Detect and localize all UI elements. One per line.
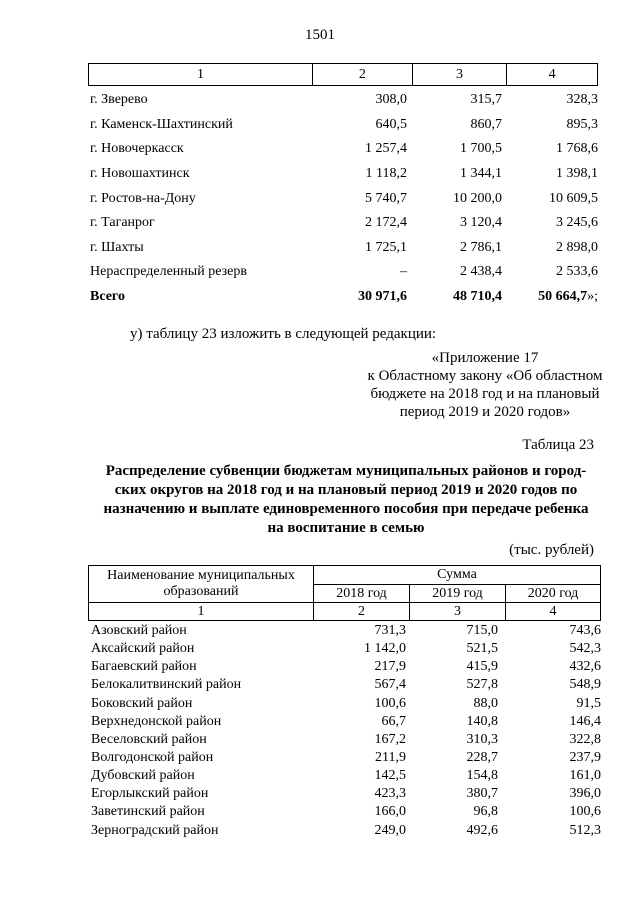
value-2019: 154,8 bbox=[466, 768, 498, 784]
value-2019: 88,0 bbox=[473, 695, 498, 711]
table-label: Таблица 23 bbox=[522, 437, 594, 453]
municipality-name: г. Шахты bbox=[90, 239, 144, 255]
value-2020: 100,6 bbox=[569, 804, 601, 820]
value-2019: 310,3 bbox=[466, 731, 498, 747]
value-2019: 860,7 bbox=[470, 116, 502, 132]
value-2018: 66,7 bbox=[381, 713, 406, 729]
appendix-line: бюджете на 2018 год и на плановый bbox=[370, 386, 600, 402]
table-title bbox=[90, 462, 602, 538]
value-2019: 1 344,1 bbox=[460, 166, 502, 182]
value-2019: 2 438,4 bbox=[460, 264, 502, 280]
municipality-name: г. Новочеркасск bbox=[90, 141, 184, 157]
value-2018: 100,6 bbox=[374, 695, 406, 711]
total-2020 bbox=[507, 289, 598, 305]
year-2019-header: 2019 год bbox=[432, 585, 483, 601]
value-2019: 140,8 bbox=[466, 713, 498, 729]
column-number-2: 2 bbox=[358, 603, 365, 619]
table-row bbox=[88, 785, 601, 803]
value-2019: 715,0 bbox=[466, 623, 498, 639]
total-2019: 48 710,4 bbox=[453, 289, 502, 305]
value-2018: 731,3 bbox=[374, 623, 406, 639]
value-2019: 315,7 bbox=[470, 92, 502, 108]
name-column-header-line: Наименование муниципальных bbox=[107, 568, 295, 583]
table-row bbox=[88, 676, 601, 694]
value-2018: 211,9 bbox=[375, 750, 406, 766]
value-2018: 2 172,4 bbox=[365, 215, 407, 231]
value-2020: 512,3 bbox=[569, 822, 601, 838]
year-2018-header: 2018 год bbox=[336, 585, 387, 601]
year-2020-header: 2020 год bbox=[527, 585, 579, 601]
value-2020: 146,4 bbox=[569, 713, 601, 729]
value-2018: 1 118,2 bbox=[365, 166, 407, 182]
main-table-header bbox=[88, 565, 601, 621]
previous-table bbox=[88, 63, 598, 309]
municipality-name: Багаевский район bbox=[91, 659, 197, 675]
municipality-name: г. Таганрог bbox=[90, 215, 155, 231]
appendix-line: к Областному закону «Об областном bbox=[367, 368, 603, 384]
table-row bbox=[88, 211, 598, 236]
municipality-name: Зерноградский район bbox=[91, 822, 219, 838]
value-2018: 567,4 bbox=[374, 677, 406, 693]
sum-header: Сумма bbox=[437, 567, 477, 582]
municipality-name: г. Ростов-на-Дону bbox=[90, 190, 196, 206]
table-row bbox=[88, 622, 601, 640]
municipality-name: Веселовский район bbox=[91, 731, 207, 747]
value-2020: 2 533,6 bbox=[556, 264, 598, 280]
main-table-body bbox=[88, 621, 601, 840]
total-2018: 30 971,6 bbox=[358, 289, 407, 305]
value-2018: 1 142,0 bbox=[364, 641, 406, 657]
name-column-header-line: образований bbox=[163, 584, 239, 599]
municipality-name: Нераспределенный резерв bbox=[90, 264, 247, 280]
value-2018: 1 257,4 bbox=[365, 141, 407, 157]
value-2018: 249,0 bbox=[374, 822, 406, 838]
table-row bbox=[88, 731, 601, 749]
value-2020: 895,3 bbox=[566, 116, 598, 132]
value-2020: 322,8 bbox=[569, 731, 601, 747]
municipality-name: Азовский район bbox=[91, 623, 187, 639]
value-2019: 2 786,1 bbox=[460, 239, 502, 255]
value-2020: 237,9 bbox=[569, 750, 601, 766]
table-row bbox=[88, 695, 601, 713]
table-row bbox=[88, 640, 601, 658]
municipality-name: Боковский район bbox=[91, 695, 193, 711]
column-number-4: 4 bbox=[549, 603, 557, 619]
value-2018: 166,0 bbox=[374, 804, 406, 820]
header-col-3: 3 bbox=[412, 64, 507, 85]
municipality-name: Егорлыкский район bbox=[91, 786, 209, 802]
column-number-3: 3 bbox=[454, 603, 461, 619]
value-2018: 5 740,7 bbox=[365, 190, 407, 206]
table-row bbox=[88, 260, 598, 285]
total-row bbox=[88, 285, 598, 310]
table-row bbox=[88, 236, 598, 261]
header-col-2: 2 bbox=[312, 64, 412, 85]
municipality-name: г. Зверево bbox=[90, 92, 148, 108]
value-2020: 743,6 bbox=[569, 623, 601, 639]
total-label: Всего bbox=[90, 289, 125, 305]
table-row bbox=[88, 658, 601, 676]
value-2019: 415,9 bbox=[466, 659, 498, 675]
value-2020: 432,6 bbox=[569, 659, 601, 675]
value-2020: 161,0 bbox=[569, 768, 601, 784]
value-2020: 1 768,6 bbox=[556, 141, 598, 157]
value-2019: 527,8 bbox=[466, 677, 498, 693]
municipality-name: Дубовский район bbox=[91, 768, 195, 784]
previous-table-header bbox=[88, 63, 598, 86]
total-suffix: »; bbox=[587, 289, 598, 305]
column-number-1: 1 bbox=[197, 603, 205, 619]
value-2019: 228,7 bbox=[466, 750, 498, 766]
value-2019: 521,5 bbox=[466, 641, 498, 657]
value-2020: 396,0 bbox=[569, 786, 601, 802]
value-2019: 3 120,4 bbox=[460, 215, 502, 231]
value-2019: 1 700,5 bbox=[460, 141, 502, 157]
value-2018: – bbox=[400, 264, 407, 280]
municipality-name: г. Каменск-Шахтинский bbox=[90, 116, 233, 132]
instruction-text: у) таблицу 23 изложить в следующей редакции: bbox=[130, 326, 437, 342]
value-2020: 10 609,5 bbox=[549, 190, 598, 206]
header-col-4: 4 bbox=[506, 64, 597, 85]
municipality-name: Волгодонской район bbox=[91, 750, 214, 766]
value-2020: 3 245,6 bbox=[556, 215, 598, 231]
table-title-line: назначению и выплате единовременного пособия при передаче ребенка bbox=[103, 501, 589, 517]
header-col-1: 1 bbox=[197, 66, 205, 82]
table-row bbox=[88, 803, 601, 821]
value-2020: 91,5 bbox=[576, 695, 601, 711]
value-2020: 542,3 bbox=[569, 641, 601, 657]
units-label: (тыс. рублей) bbox=[509, 542, 594, 558]
value-2019: 96,8 bbox=[473, 804, 498, 820]
table-row bbox=[88, 186, 598, 211]
value-2020: 548,9 bbox=[569, 677, 601, 693]
table-row bbox=[88, 113, 598, 138]
page-number: 1501 bbox=[305, 27, 335, 43]
municipality-name: Белокалитвинский район bbox=[91, 677, 242, 693]
appendix-line: «Приложение 17 bbox=[431, 350, 539, 366]
previous-table-body bbox=[88, 86, 598, 285]
table-row bbox=[88, 822, 601, 840]
municipality-name: Верхнедонской район bbox=[91, 713, 222, 729]
table-title-line: Распределение субвенции бюджетам муниципальных районов и город- bbox=[105, 463, 587, 479]
value-2019: 492,6 bbox=[466, 822, 498, 838]
municipality-name: г. Новошахтинск bbox=[90, 166, 190, 182]
value-2019: 380,7 bbox=[466, 786, 498, 802]
municipality-name: Заветинский район bbox=[91, 804, 205, 820]
table-row bbox=[88, 749, 601, 767]
table-row bbox=[88, 713, 601, 731]
value-2018: 1 725,1 bbox=[365, 239, 407, 255]
table-title-line: на воспитание в семью bbox=[267, 520, 425, 536]
value-2020: 2 898,0 bbox=[556, 239, 598, 255]
table-title-line: ских округов на 2018 год и на плановый период 2019 и 2020 годов по bbox=[114, 482, 578, 498]
table-row bbox=[88, 162, 598, 187]
value-2020: 328,3 bbox=[566, 92, 598, 108]
value-2020: 1 398,1 bbox=[556, 166, 598, 182]
table-row bbox=[88, 137, 598, 162]
value-2018: 167,2 bbox=[374, 731, 406, 747]
table-row bbox=[88, 88, 598, 113]
main-table bbox=[88, 565, 601, 840]
value-2018: 640,5 bbox=[375, 116, 407, 132]
name-column-header bbox=[89, 566, 313, 602]
value-2018: 308,0 bbox=[375, 92, 407, 108]
value-2018: 142,5 bbox=[374, 768, 406, 784]
table-row bbox=[88, 767, 601, 785]
value-2018: 423,3 bbox=[374, 786, 406, 802]
value-2019: 10 200,0 bbox=[453, 190, 502, 206]
appendix-line: период 2019 и 2020 годов» bbox=[399, 404, 571, 420]
value-2018: 217,9 bbox=[374, 659, 406, 675]
total-2020-value: 50 664,7 bbox=[538, 289, 588, 305]
appendix-heading bbox=[360, 349, 610, 421]
municipality-name: Аксайский район bbox=[91, 641, 195, 657]
